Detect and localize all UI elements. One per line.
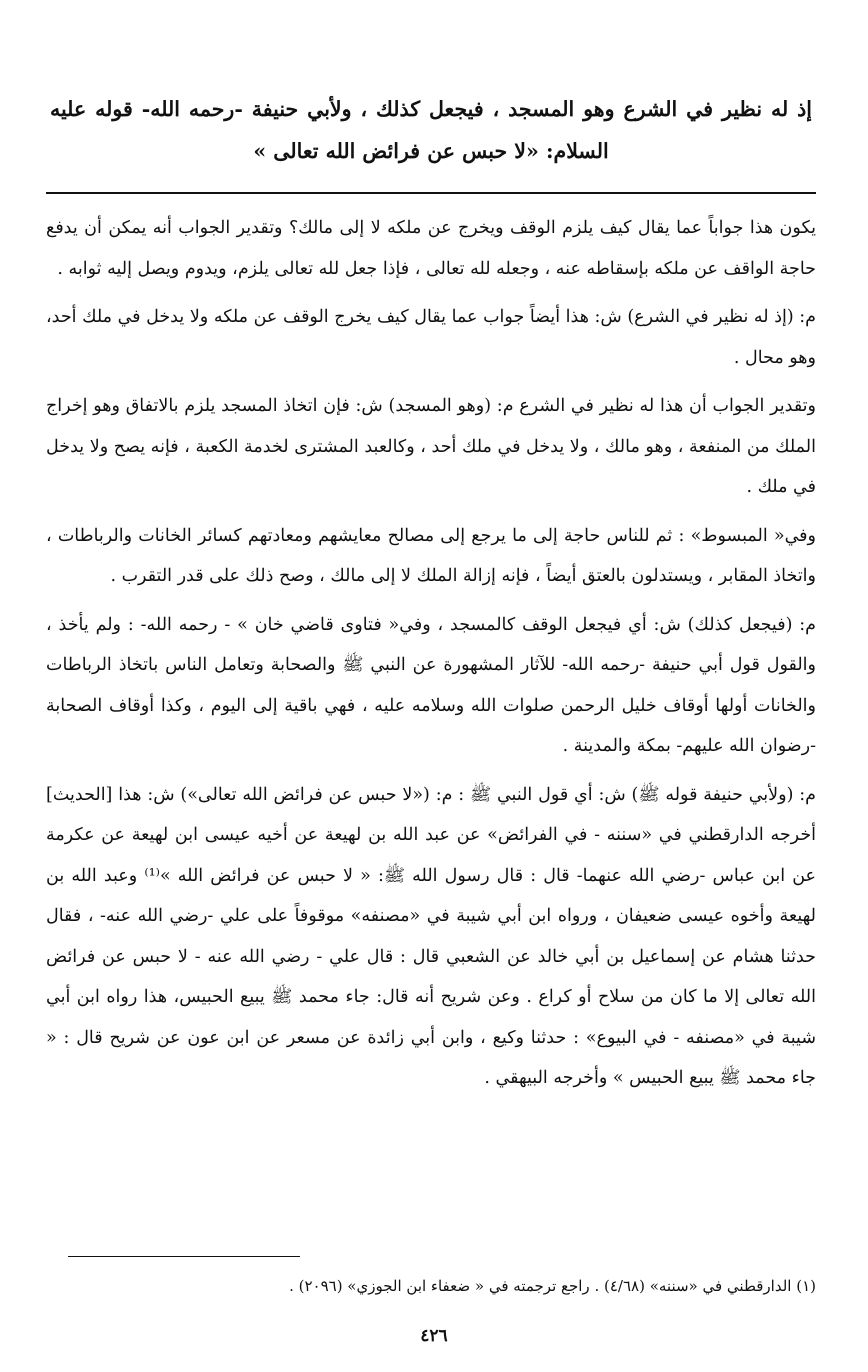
commentary-paragraph-3: وتقدير الجواب أن هذا له نظير في الشرع م: (وهو المسجد) ش: فإن اتخاذ المسجد يلزم بالاتفاق وهو إخراج الملك من المنفعة ، وهو مالك ، ولا يدخل في ملك أحد ، وكالعبد المشترى لخدمة الكعبة ، فإنه يصح ولا يدخل في ملك . <box>46 396 816 497</box>
commentary-paragraph-4: وفي« المبسوط» : ثم للناس حاجة إلى ما يرجع إلى مصالح معايشهم ومعادتهم كسائر الخانات والرباطات ، واتخاذ المقابر ، ويستدلون بالعتق أيضاً ، فإنه إزالة الملك لا إلى مالك ، وصح ذلك على قدر التقرب . <box>46 525 816 586</box>
page-number: ٤٢٦ <box>420 1326 448 1346</box>
commentary-paragraph-1: يكون هذا جواباً عما يقال كيف يلزم الوقف ويخرج عن ملكه لا إلى مالك؟ وتقدير الجواب أنه يمكن أن يدفع حاجة الواقف عن ملكه بإسقاطه عنه ، وجعله لله تعالى ، فإذا جعل لله تعالى يلزم، ويدوم ويصل إليه ثوابه . <box>46 218 816 279</box>
footnote-separator-rule <box>68 1256 300 1257</box>
matn-separator-rule <box>46 192 816 194</box>
commentary-body <box>46 208 816 1099</box>
commentary-paragraph-5: م: (فيجعل كذلك) ش: أي فيجعل الوقف كالمسجد ، وفي« فتاوى قاضي خان » - رحمه الله- : ولم يأخذ ، والقول قول أبي حنيفة -رحمه الله- للآثار المشهورة عن النبي ﷺ والصحابة وتعامل الناس باتخاذ الرباطات والخانات أولها أوقاف خليل الرحمن صلوات الله وسلامه عليه ، فهي باقية إلى اليوم ، وكذا أوقاف الصحابة -رضوان الله عليهم- بمكة والمدينة . <box>46 614 816 756</box>
commentary-paragraph-2: م: (إذ له نظير في الشرع) ش: هذا أيضاً جواب عما يقال كيف يخرج الوقف عن ملكه ولا يدخل في ملك أحد، وهو محال . <box>46 307 816 368</box>
matn-text: إذ له نظير في الشرع وهو المسجد ، فيجعل كذلك ، ولأبي حنيفة -رحمه الله- قوله عليه السلام: «لا حبس عن فرائض الله تعالى » <box>50 97 812 163</box>
footnote: (١) الدارقطني في «سننه» (٤/٦٨) . راجع ترجمته في « ضعفاء ابن الجوزي» (٢٠٩٦) . <box>289 1277 816 1295</box>
commentary-paragraph-6: م: (ولأبي حنيفة قوله ﷺ) ش: أي قول النبي ﷺ : م: («لا حبس عن فرائض الله تعالى») ش: هذا [الحديث] أخرجه الدارقطني في «سننه - في الفرائض» عن عبد الله بن لهيعة عن أخيه عيسى ابن لهيعة عن عكرمة عن ابن عباس -رضي الله عنهما- قال : قال رسول الله ﷺ: « لا حبس عن فرائض الله »⁽¹⁾ وعبد الله بن لهيعة وأخوه عيسى ضعيفان ، ورواه ابن أبي شيبة في «مصنفه» موقوفاً على علي -رضي الله عنه- ، فقال حدثنا هشام عن إسماعيل بن أبي خالد عن الشعبي قال : قال علي - رضي الله عنه - لا حبس عن فرائض الله تعالى إلا ما كان من سلاح أو كراع . وعن شريح أنه قال: جاء محمد ﷺ يبيع الحبيس، هذا رواه ابن أبي شيبة في «مصنفه - في البيوع» : حدثنا وكيع ، وابن أبي زائدة عن مسعر عن ابن عون عن شريح قال : « جاء محمد ﷺ يبيع الحبيس » وأخرجه البيهقي . <box>46 784 816 1088</box>
